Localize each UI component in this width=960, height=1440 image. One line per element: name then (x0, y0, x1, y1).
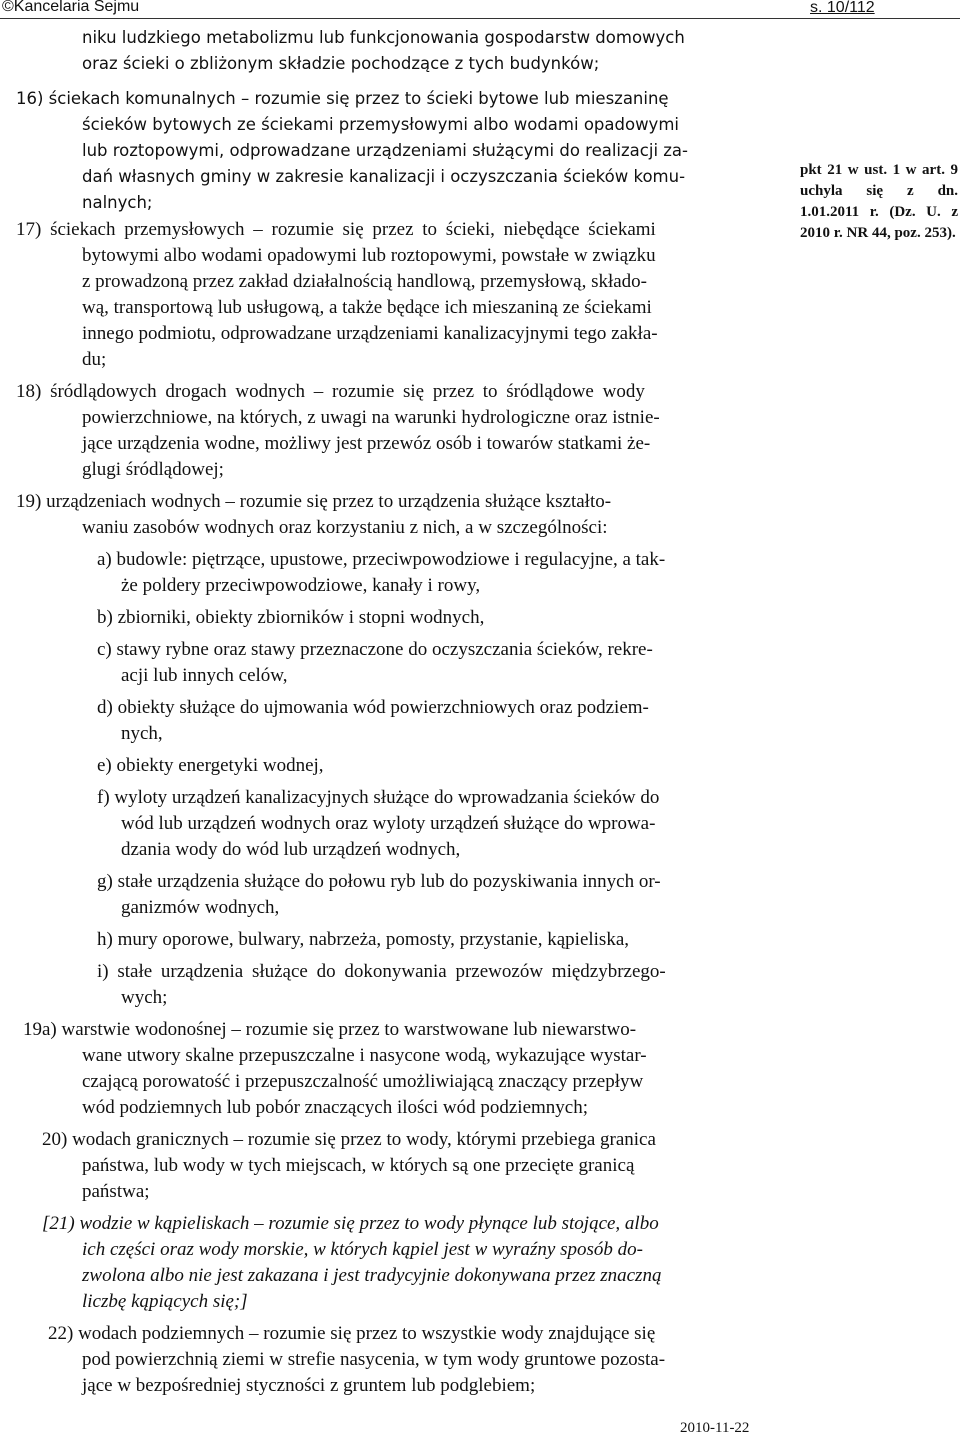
footer-date: 2010-11-22 (680, 1420, 750, 1436)
text-line: wód podziemnych lub pobór znaczących ilości wód podziemnych; (82, 1097, 588, 1118)
page-header (0, 0, 960, 19)
text-line: 16) ściekach komunalnych – rozumie się przez to ścieki bytowe lub mieszaninę (16, 89, 669, 108)
text-line: ścieków bytowych ze ściekami przemysłowymi albo wodami opadowymi (82, 115, 679, 134)
text-line: glugi śródlądowej; (82, 459, 224, 480)
text-line: zwolona albo nie jest zakazana i jest tradycyjnie dokonywana przez znaczną (82, 1265, 662, 1286)
text-line: wód lub urządzeń wodnych oraz wyloty urządzeń służące do wprowa- (121, 813, 656, 834)
text-line: 22) wodach podziemnych – rozumie się przez to wszystkie wody znajdujące się (48, 1323, 656, 1344)
text-line: 19) urządzeniach wodnych – rozumie się przez to urządzenia służące kształto- (16, 491, 612, 512)
text-line: g) stałe urządzenia służące do połowu ryb lub do pozyskiwania innych or- (97, 871, 661, 892)
text-line: 20) wodach granicznych – rozumie się przez to wody, którymi przebiega granica (42, 1129, 656, 1150)
text-line: ganizmów wodnych, (121, 897, 280, 918)
text-line: dań własnych gminy w zakresie kanalizacji i oczyszczania ścieków komu- (82, 167, 686, 186)
text-line: wane utwory skalne przepuszczalne i nasycone wodą, wykazujące wystar- (82, 1045, 647, 1066)
text-line: oraz ścieki o zbliżonym składzie pochodzące z tych budynków; (82, 54, 600, 73)
text-line: lub roztopowymi, odprowadzane urządzeniami służącymi do realizacji za- (82, 141, 688, 160)
text-line: waniu zasobów wodnych oraz korzystaniu z nich, a w szczególności: (82, 517, 608, 538)
publisher-label: ©Kancelaria Sejmu (2, 0, 140, 15)
text-line: d) obiekty służące do ujmowania wód powierzchniowych oraz podziem- (97, 697, 649, 718)
text-line: [21) wodzie w kąpieliskach – rozumie się przez to wody płynące lub stojące, albo (42, 1213, 659, 1234)
text-line: i) stałe urządzenia służące do dokonywania przewozów międzybrzego- (97, 961, 666, 982)
margin-note: pkt 21 w ust. 1 w art. 9 uchyla się z dn. 1.01.2011 r. (Dz. U. z 2010 r. NR 44, poz. 253). (800, 162, 958, 241)
text-line: pod powierzchnią ziemi w strefie nasycenia, w tym wody gruntowe pozosta- (82, 1349, 666, 1370)
text-line: jące w bezpośredniej styczności z gruntem lub podglebiem; (82, 1375, 536, 1396)
text-line: e) obiekty energetyki wodnej, (97, 755, 324, 776)
text-line: dzania wody do wód lub urządzeń wodnych, (121, 839, 461, 860)
text-line: czającą porowatość i przepuszczalność umożliwiającą znaczący przepływ (82, 1071, 644, 1092)
text-line: f) wyloty urządzeń kanalizacyjnych służące do wprowadzania ścieków do (97, 787, 660, 808)
text-line: wą, transportową lub usługową, a także będące ich mieszaniną ze ściekami (82, 297, 652, 318)
text-line: ich części oraz wody morskie, w których kąpiel jest w wyraźny sposób do- (82, 1239, 643, 1260)
text-line: liczbę kąpiących się;] (82, 1291, 248, 1312)
text-line: jące urządzenia wodne, możliwy jest przewóz osób i towarów statkami że- (82, 433, 651, 454)
page-number: s. 10/112 (810, 0, 875, 16)
text-line: b) zbiorniki, obiekty zbiorników i stopni wodnych, (97, 607, 485, 628)
text-line: niku ludzkiego metabolizmu lub funkcjonowania gospodarstw domowych (82, 28, 685, 47)
text-line: a) budowle: piętrzące, upustowe, przeciwpowodziowe i regulacyjne, a tak- (97, 549, 666, 570)
text-line: wych; (121, 987, 168, 1008)
text-line: du; (82, 349, 107, 370)
text-line: c) stawy rybne oraz stawy przeznaczone do oczyszczania ścieków, rekre- (97, 639, 653, 660)
text-line: acji lub innych celów, (121, 665, 288, 686)
text-line: innego podmiotu, odprowadzane urządzeniami kanalizacyjnymi tego zakła- (82, 323, 658, 344)
text-line: bytowymi albo wodami opadowymi lub roztopowymi, powstałe w związku (82, 245, 656, 266)
text-line: powierzchniowe, na których, z uwagi na warunki hydrologiczne oraz istnie- (82, 407, 660, 428)
text-line: 17) ściekach przemysłowych – rozumie się przez to ścieki, niebędące ściekami (16, 219, 656, 240)
text-line: 18) śródlądowych drogach wodnych – rozumie się przez to śródlądowe wody (16, 381, 645, 402)
text-line: że poldery przeciwpowodziowe, kanały i rowy, (121, 575, 481, 596)
text-line: państwa; (82, 1181, 150, 1202)
text-line: 19a) warstwie wodonośnej – rozumie się przez to warstwowane lub niewarstwo- (23, 1019, 637, 1040)
text-line: h) mury oporowe, bulwary, nabrzeża, pomosty, przystanie, kąpieliska, (97, 929, 630, 950)
text-line: nych, (121, 723, 163, 744)
text-line: państwa, lub wody w tych miejscach, w których są one przecięte granicą (82, 1155, 635, 1176)
text-line: z prowadzoną przez zakład działalnością handlową, przemysłową, składo- (82, 271, 648, 292)
text-line: nalnych; (82, 193, 153, 212)
